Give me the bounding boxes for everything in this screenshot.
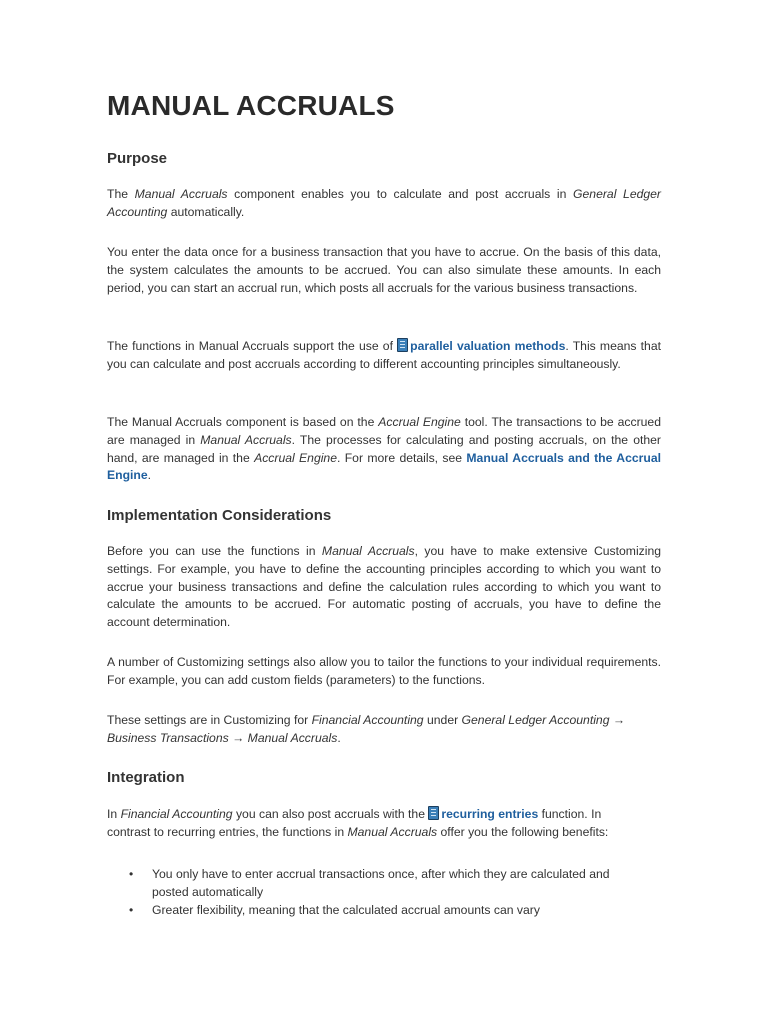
section-heading-integration: Integration [107, 769, 185, 786]
purpose-paragraph-2: You enter the data once for a business transaction that you have to accrue. On the basis of this data, the system calculates the amounts to be accrued. You can also simulate these amounts. In each period, you can start an accrual run, which posts all accruals for the various business transactions. [107, 245, 661, 295]
implementation-paragraph-3: These settings are in Customizing for Financial Accounting under General Ledger Accounting → Business Transactions → Manual Accruals. [107, 713, 626, 745]
section-heading-purpose: Purpose [107, 150, 168, 167]
recurring-entries-link[interactable]: recurring entries [441, 807, 539, 821]
benefits-list [107, 866, 661, 919]
implementation-paragraph-1: Before you can use the functions in Manual Accruals, you have to make extensive Customizing settings. For example, you have to define the accounting principles according to which you want to accrue your business transactions and define the calculation rules according to which you want to calculate the amounts to be accrued. For automatic posting of accruals, you have to define the account determination. [107, 544, 662, 630]
list-item: • You only have to enter accrual transactions once, after which they are calculated and posted automatically [107, 866, 632, 902]
implementation-paragraph-2: A number of Customizing settings also allow you to tailor the functions to your individual requirements. For example, you can add custom fields (parameters) to the functions. [107, 655, 661, 687]
book-icon [397, 338, 408, 352]
integration-paragraph-1: In Financial Accounting you can also post accruals with the recurring entries function. In contrast to recurring entries, the functions in Manual Accruals offer you the following benefits: [107, 807, 609, 839]
manual-accruals-accrual-engine-link[interactable]: Manual Accruals and the Accrual Engine [107, 450, 661, 483]
purpose-paragraph-3: The functions in Manual Accruals support the use of parallel valuation methods. This means that you can calculate and post accruals according to different accounting principles simultaneously. [107, 339, 661, 371]
purpose-paragraph-1: The Manual Accruals component enables you to calculate and post accruals in General Ledger Accounting automatically. [107, 187, 661, 219]
book-icon [428, 806, 439, 820]
page-title: MANUAL ACCRUALS [107, 90, 395, 121]
section-heading-implementation: Implementation Considerations [107, 507, 332, 524]
list-item: • Greater flexibility, meaning that the calculated accrual amounts can vary [107, 902, 632, 920]
parallel-valuation-methods-link[interactable]: parallel valuation methods [410, 339, 566, 353]
purpose-paragraph-4: The Manual Accruals component is based on the Accrual Engine tool. The transactions to be accrued are managed in Manual Accruals. The processes for calculating and posting accruals, on the other hand, are managed in the Accrual Engine. For more details, see Manual Accruals and the Accrual Engine. [107, 415, 661, 483]
